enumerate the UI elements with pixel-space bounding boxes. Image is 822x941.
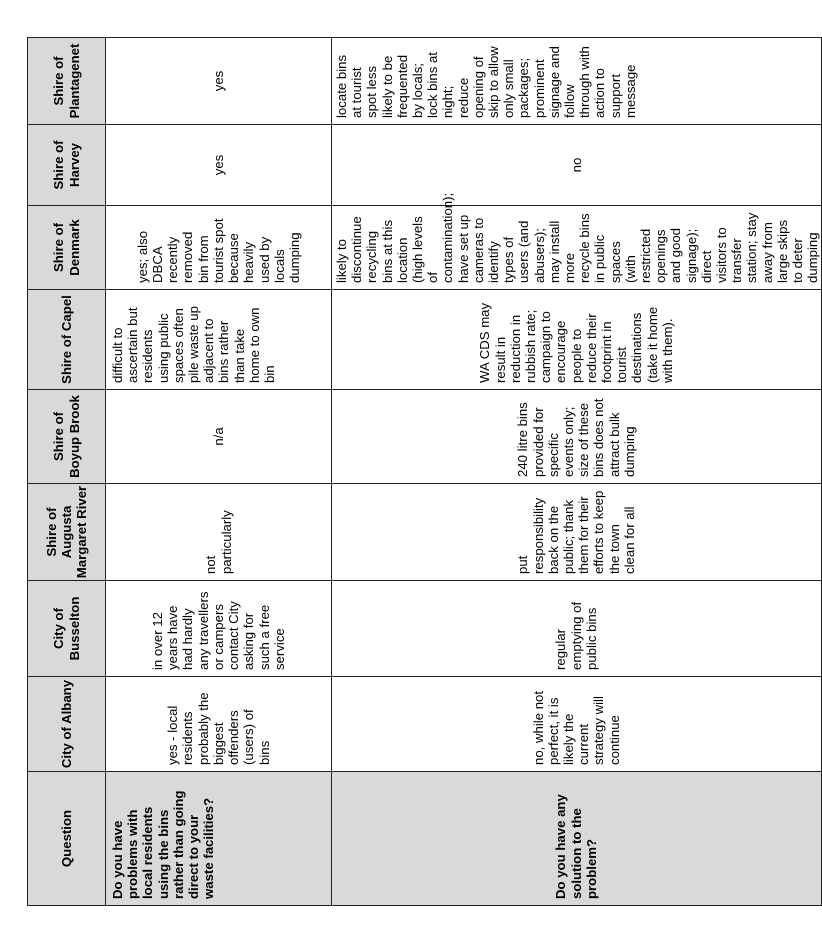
header-city-of-busselton: City of Busselton: [28, 581, 106, 677]
answer-cell: [106, 581, 332, 677]
survey-table: [27, 37, 822, 906]
answer-cell: [106, 125, 332, 206]
answer-denmark: yes; also DBCA recently removed bin from tourist spot because heavily used by locals dumping: [134, 218, 302, 283]
answer-boyup-brook: n/a: [210, 427, 226, 446]
header-shire-of-boyup-brook: Shire of Boyup Brook: [28, 390, 106, 484]
answer-cell: [106, 290, 332, 390]
answer-cell: [106, 677, 332, 772]
answer-harvey: yes: [210, 154, 226, 176]
answer-cell: [332, 290, 822, 390]
answer-cell: [332, 677, 822, 772]
rotated-page: [27, 38, 821, 906]
answer-cell: [106, 484, 332, 581]
answer-cell: [106, 390, 332, 484]
header-shire-of-harvey: Shire of Harvey: [28, 125, 106, 206]
header-shire-of-denmark: Shire of Denmark: [28, 206, 106, 290]
answer-boyup-brook: 240 litre bins provided for specific events only; size of these bins does not attract bulk dumping: [515, 398, 637, 477]
answer-plantagenet: locate bins at tourist spot less likely to be frequented by locals; lock bins at night; reduce opening of skip to allow only small packages; prominent signage and follow through with action to support message: [334, 46, 638, 118]
answer-plantagenet: yes: [210, 70, 226, 92]
header-row: [28, 38, 106, 906]
question-cell: Do you have any solution to the problem?: [332, 772, 822, 906]
answer-cell: [332, 192, 822, 290]
answer-capel: WA CDS may result in reduction in rubbish rate; campaign to encourage people to reduce their footprint in tourist destinations (take it home with them).: [477, 302, 675, 383]
question-cell: Do you have problems with local residents using the bins rather than going direct to your waste facilities?: [106, 772, 332, 906]
answer-cell: [332, 484, 822, 581]
header-shire-of-augusta-margaret-river: Shire of Augusta Margaret River: [28, 484, 106, 581]
answer-cell: [106, 206, 332, 290]
answer-albany: no, while not perfect, it is likely the current strategy will continue: [530, 690, 622, 765]
table-row: [332, 38, 822, 906]
answer-harvey: no: [568, 157, 584, 173]
header-city-of-albany: City of Albany: [28, 677, 106, 772]
answer-augusta-margaret-river: not particularly: [203, 510, 234, 574]
header-shire-of-plantagenet: Shire of Plantagenet: [28, 38, 106, 125]
answer-denmark: likely to discontinue recycling bins at this location (high levels of contamination); have set up cameras to identify types of users (and abusers); may install more recycle bins in public spaces (with restricted openings and good signage); direct visitors to transfer station; stay away from large skips to deter dumping: [334, 192, 821, 283]
answer-cell: [332, 125, 822, 206]
answer-cell: [332, 390, 822, 484]
table-row: [106, 38, 332, 906]
answer-busselton: in over 12 years have had hardly any travellers or campers contact City asking for such a free service: [150, 591, 287, 670]
answer-busselton: regular emptying of public bins: [553, 601, 599, 670]
answer-cell: [106, 38, 332, 125]
answer-capel: difficult to ascertain but residents using public spaces often pile waste up adjacent to bins rather than take home to own bin: [110, 306, 278, 383]
header-question: Question: [28, 772, 106, 906]
answer-albany: yes - local residents probably the biggest offenders (users) of bins: [165, 692, 272, 765]
header-shire-of-capel: Shire of Capel: [28, 290, 106, 390]
answer-augusta-margaret-river: put responsibility back on the public; thank them for their efforts to keep the town clean for all: [515, 490, 637, 574]
answer-cell: [332, 38, 822, 125]
answer-cell: [332, 581, 822, 677]
